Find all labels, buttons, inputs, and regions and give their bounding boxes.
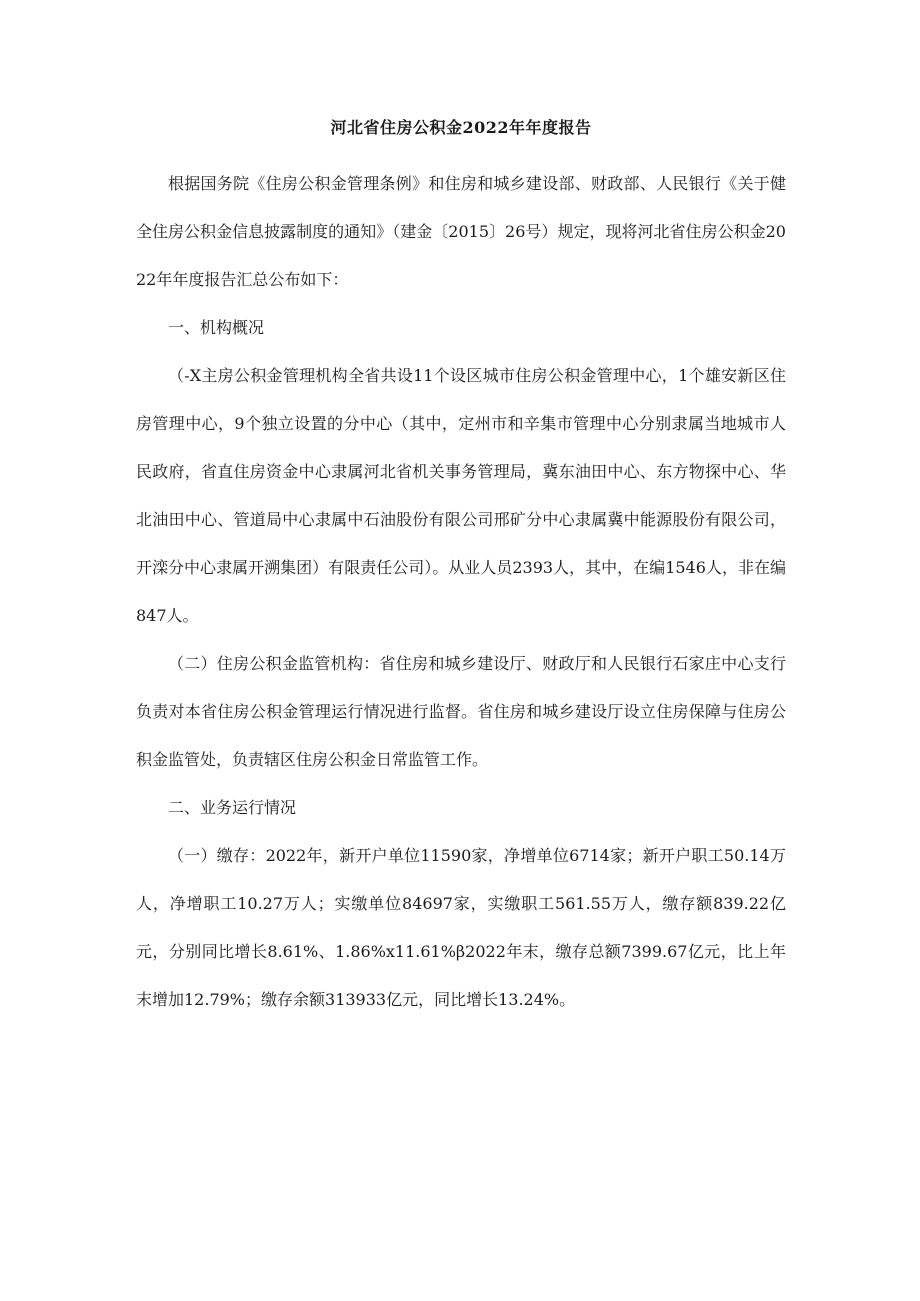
- supervision-paragraph: （二）住房公积金监管机构：省住房和城乡建设厅、财政厅和人民银行石家庄中心支行负责对本省住房公积金管理运行情况进行监督。省住房和城乡建设厅设立住房保障与住房公积金监管处，负责辖区住房公积金日常监管工作。: [136, 654, 786, 769]
- deposit-paragraph: （一）缴存：2022年，新开户单位11590家，净增单位6714家；新开户职工50.14万人，净增职工10.27万人；实缴单位84697家，实缴职工561.55万人，缴存额839.22亿元，分别同比增长8.61%、1.86%x11.61%β2022年末，缴存总额7399.67亿元，比上年末增加12.79%；缴存余额313933亿元，同比增长13.24%。: [136, 846, 786, 1009]
- section-heading-operations: 二、业务运行情况: [168, 798, 297, 817]
- document-title: 河北省住房公积金2022年年度报告: [330, 118, 592, 137]
- document-page: [136, 118, 786, 1024]
- section-heading-organization: 一、机构概况: [168, 318, 265, 337]
- intro-paragraph: 根据国务院《住房公积金管理条例》和住房和城乡建设部、财政部、人民银行《关于健全住房公积金信息披露制度的通知》（建金〔2015〕26号）规定，现将河北省住房公积金2022年年度报告汇总公布如下：: [136, 174, 786, 289]
- organization-paragraph: （-X主房公积金管理机构全省共设11个设区城市住房公积金管理中心，1个雄安新区住房管理中心，9个独立设置的分中心（其中，定州市和辛集市管理中心分别隶属当地城市人民政府，省直住房资金中心隶属河北省机关事务管理局，冀东油田中心、东方物探中心、华北油田中心、管道局中心隶属中石油股份有限公司邢矿分中心隶属冀中能源股份有限公司，开滦分中心隶属开溯集团）有限责任公司）。从业人员2393人，其中，在编1546人，非在编847人。: [136, 366, 786, 625]
